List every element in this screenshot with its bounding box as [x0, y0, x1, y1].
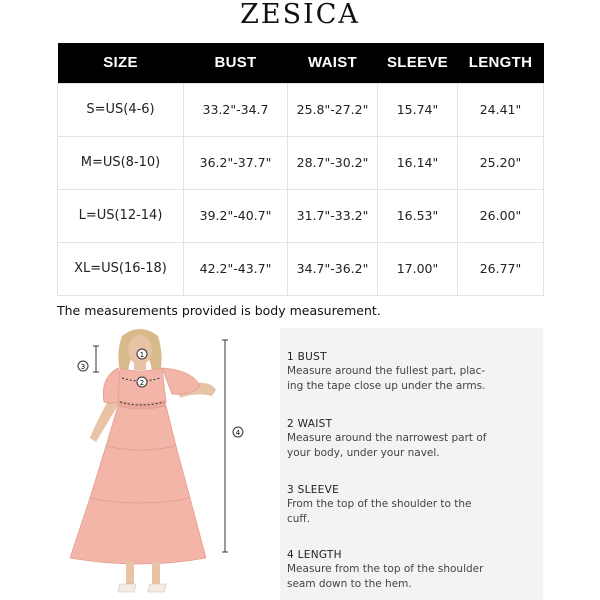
cell-size: M=US(8-10): [58, 136, 184, 189]
cell-waist: 31.7"-33.2": [288, 189, 378, 242]
brand-logo: ZESICA: [240, 0, 360, 30]
guide-sleeve: [287, 483, 537, 526]
guide-length-title: 4 LENGTH: [287, 549, 342, 561]
marker-2: [137, 377, 147, 387]
header-length: LENGTH: [458, 43, 544, 83]
cell-waist: 25.8"-27.2": [288, 83, 378, 136]
left-leg: [126, 562, 134, 584]
guide-bust-line-2: ing the tape close up under the arms.: [287, 379, 486, 392]
guide-sleeve-line-2: cuff.: [287, 512, 310, 525]
cell-sleeve: 16.14": [378, 136, 458, 189]
guide-waist-title: 2 WAIST: [287, 418, 333, 430]
cell-length: 26.00": [458, 189, 544, 242]
cell-size: L=US(12-14): [58, 189, 184, 242]
right-sleeve: [162, 368, 200, 394]
marker-1-label: 1: [139, 351, 145, 359]
cell-sleeve: 17.00": [378, 242, 458, 295]
guide-bust: [287, 350, 537, 393]
dress-figure: [60, 326, 260, 600]
guide-sleeve-title: 3 SLEEVE: [287, 484, 340, 496]
marker-3-label: 3: [80, 363, 86, 371]
skirt-tier-3: [70, 498, 206, 564]
table-row: [58, 83, 544, 136]
header-bust: BUST: [184, 43, 288, 83]
guide-length: [287, 548, 537, 591]
guide-waist: [287, 417, 537, 460]
cell-bust: 36.2"-37.7": [184, 136, 288, 189]
measurement-guide-panel: [280, 328, 543, 600]
guide-length-line-2: seam down to the hem.: [287, 577, 412, 590]
guide-bust-line-1: Measure around the fullest part, plac-: [287, 365, 486, 377]
marker-4: [233, 427, 243, 437]
cell-sleeve: 15.74": [378, 83, 458, 136]
marker-1: [137, 349, 147, 359]
guide-waist-line-2: your body, under your navel.: [287, 446, 440, 459]
table-header-row: [58, 43, 544, 83]
cell-waist: 28.7"-30.2": [288, 136, 378, 189]
cell-sleeve: 16.53": [378, 189, 458, 242]
skirt-tier-2: [90, 446, 190, 503]
cell-length: 26.77": [458, 242, 544, 295]
header-sleeve: SLEEVE: [378, 43, 458, 83]
cell-bust: 33.2"-34.7: [184, 83, 288, 136]
table-row: [58, 189, 544, 242]
marker-3: [78, 361, 88, 371]
guide-length-line-1: Measure from the top of the shoulder: [287, 563, 484, 575]
guide-bust-title: 1 BUST: [287, 351, 327, 363]
header-size: SIZE: [58, 43, 184, 83]
table-row: [58, 136, 544, 189]
cell-length: 25.20": [458, 136, 544, 189]
measurement-note: The measurements provided is body measurement.: [57, 303, 381, 318]
guide-sleeve-line-1: From the top of the shoulder to the: [287, 498, 472, 510]
header-waist: WAIST: [288, 43, 378, 83]
marker-2-label: 2: [139, 379, 145, 387]
right-leg: [152, 562, 160, 584]
neck-shape: [134, 360, 146, 370]
cell-waist: 34.7"-36.2": [288, 242, 378, 295]
skirt-tier-1: [106, 406, 176, 450]
cell-size: S=US(4-6): [58, 83, 184, 136]
table-row: [58, 242, 544, 295]
guide-waist-line-1: Measure around the narrowest part of: [287, 432, 487, 444]
dress-illustration: [60, 326, 260, 600]
cell-bust: 39.2"-40.7": [184, 189, 288, 242]
cell-size: XL=US(16-18): [58, 242, 184, 295]
left-shoe: [118, 584, 136, 592]
size-chart-table: [57, 43, 544, 296]
cell-length: 24.41": [458, 83, 544, 136]
marker-4-label: 4: [235, 429, 241, 437]
right-shoe: [148, 584, 166, 592]
cell-bust: 42.2"-43.7": [184, 242, 288, 295]
